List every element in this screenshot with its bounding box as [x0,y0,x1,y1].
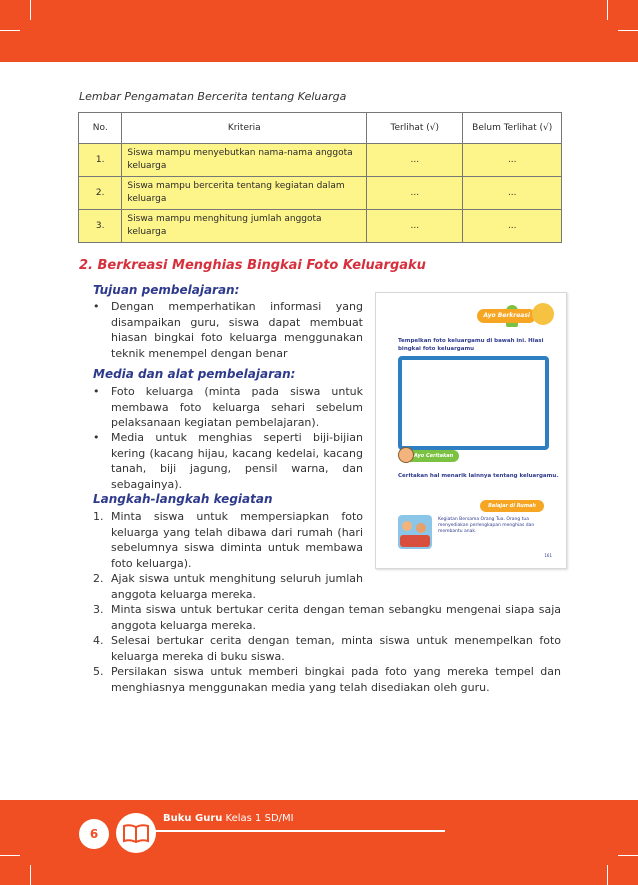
table-row [79,144,562,177]
table-row [79,177,562,210]
step-item [93,633,561,664]
thumbnail-cerita-text: Ceritakan hal menarik lainnya tentang keluargamu. [398,473,559,479]
step-item [93,664,561,695]
row-kriteria: Siswa mampu bercerita tentang kegiatan dalam keluarga [122,177,367,210]
step-text: Selesai bertukar cerita dengan teman, minta siswa untuk menempelkan foto keluarga mereka di buku siswa. [111,634,561,663]
media-item [93,384,363,431]
row-terlihat: ... [367,144,463,177]
step-text: Minta siswa untuk mempersiapkan foto keluarga yang telah dibawa dari rumah (hari sebelumnya siswa diminta untuk membawa foto keluarga). [111,510,363,570]
ayo-berkreasi-ribbon: Ayo Berkreasi [477,309,536,323]
media-item [93,430,363,492]
section-heading: 2. Berkreasi Menghias Bingkai Foto Keluargaku [79,258,426,273]
header-no: No. [79,113,122,144]
header-belum-terlihat: Belum Terlihat (√) [463,113,562,144]
student-book-thumbnail [375,292,567,569]
thumbnail-belajar-text: Kegiatan Bersama Orang Tua. Orang tua menyediakan perlengkapan menghias dan membantu anak. [438,517,535,534]
footer-book-title [163,813,294,824]
row-no: 3. [79,210,122,243]
media-text: Foto keluarga (minta pada siswa untuk membawa foto keluarga sehari sebelum pelaksanaan kegiatan pembelajaran). [111,385,363,429]
crop-mark [607,0,608,20]
child-face-icon [398,447,414,463]
langkah-heading: Langkah-langkah kegiatan [93,492,273,506]
thumbnail-page-number: 161 [544,553,552,558]
crop-mark [0,855,20,856]
footer-title-bold: Buku Guru [163,813,223,824]
top-color-band [0,0,638,62]
bullet: • [93,431,100,444]
step-item [93,571,363,602]
table-header-row [79,113,562,144]
step-item [93,509,363,571]
step-number: 1. [93,510,104,523]
step-number: 2. [93,572,104,585]
bullet: • [93,385,100,398]
footer-rule [140,830,445,832]
belajar-di-rumah-label: Belajar di Rumah [480,500,544,512]
step-text: Persilakan siswa untuk memberi bingkai pada foto yang mereka tempel dan menghiasnya menggunakan media yang telah disediakan oleh guru. [111,665,561,694]
tujuan-heading: Tujuan pembelajaran: [93,283,240,297]
row-belum: ... [463,177,562,210]
open-book-icon [116,813,156,853]
thumbnail-instruction: Tempelkan foto keluargamu di bawah ini. Hiasi bingkai foto keluargamu [398,338,544,352]
bullet: • [93,300,100,313]
step-text: Minta siswa untuk bertukar cerita dengan teman sebangku mengenai siapa saja anggota keluarga mereka. [111,603,561,632]
step-text: Ajak siswa untuk menghitung seluruh jumlah anggota keluarga mereka. [111,572,363,601]
ayo-ceritakan-label: Ayo Ceritakan [400,450,459,462]
row-kriteria: Siswa mampu menyebutkan nama-nama anggota keluarga [122,144,367,177]
crop-mark [618,855,638,856]
step-number: 5. [93,665,104,678]
header-kriteria: Kriteria [122,113,367,144]
row-no: 2. [79,177,122,210]
header-terlihat: Terlihat (√) [367,113,463,144]
photo-frame-box [398,356,549,450]
table-row [79,210,562,243]
row-belum: ... [463,210,562,243]
crop-mark [618,30,638,31]
crop-mark [30,865,31,885]
crop-mark [0,30,20,31]
child-illustration [532,303,554,325]
row-terlihat: ... [367,210,463,243]
media-text: Media untuk menghias seperti biji-bijian kering (kacang hijau, kacang kedelai, kacang tanah, biji jagung, pensil warna, dan sebagainya). [111,431,363,491]
crop-mark [30,0,31,20]
row-no: 1. [79,144,122,177]
tujuan-text: Dengan memperhatikan informasi yang disampaikan guru, siswa dapat membuat hiasan bingkai foto keluarga menggunakan teknik menempel dengan benar [111,300,363,360]
footer-title-rest: Kelas 1 SD/MI [222,813,294,824]
row-terlihat: ... [367,177,463,210]
row-kriteria: Siswa mampu menghitung jumlah anggota keluarga [122,210,367,243]
step-number: 3. [93,603,104,616]
page-number: 6 [79,819,109,849]
observation-title: Lembar Pengamatan Bercerita tentang Keluarga [79,90,347,103]
step-item [93,602,561,633]
step-number: 4. [93,634,104,647]
crop-mark [607,865,608,885]
media-heading: Media dan alat pembelajaran: [93,367,296,381]
observation-table [78,112,562,243]
family-illustration [398,515,432,549]
row-belum: ... [463,144,562,177]
tujuan-item [93,299,363,361]
